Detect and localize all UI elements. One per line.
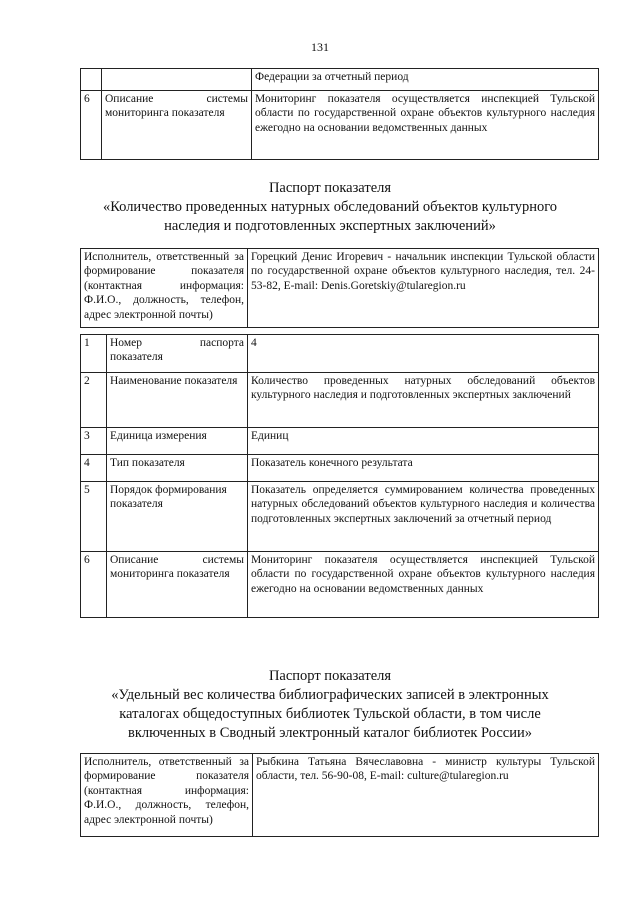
- table-row: [81, 249, 599, 328]
- row-value: Показатель определяется суммированием количества проведенных натурных обследований объектов культурного наследия и количества подготовленных экспертных заключений за отчетный период: [248, 482, 599, 552]
- row-label-line: Описание системы: [105, 93, 248, 105]
- row-label: Единица измерения: [107, 428, 248, 455]
- row-label: Порядок формирования показателя: [107, 482, 248, 552]
- executor-label: Исполнитель, ответственный за формирование показателя (контактная информация: Ф.И.О., должность, телефон, адрес электронной почты): [81, 249, 248, 328]
- row-value: 4: [248, 335, 599, 373]
- passport-subtitle-line: «Удельный вес количества библиографических записей в электронных: [111, 687, 549, 703]
- row-label: Описание системы мониторинга показателя: [107, 552, 248, 618]
- row-label-line: мониторинга показателя: [105, 107, 225, 120]
- passport-subtitle-line: включенных в Сводный электронный каталог библиотек России»: [127, 725, 533, 741]
- table-row: [81, 482, 599, 552]
- row-number: 3: [81, 428, 107, 455]
- passport-heading: Паспорт показателя: [268, 668, 392, 684]
- row-number: 1: [81, 335, 107, 373]
- passport-1-title: [60, 179, 600, 236]
- passport-2-executor-table: [80, 753, 599, 837]
- row-value: Показатель конечного результата: [248, 455, 599, 482]
- table-row: [81, 552, 599, 618]
- table-row: [81, 455, 599, 482]
- row-number: [81, 69, 102, 91]
- row-number: 2: [81, 373, 107, 428]
- passport-1-rows-table: [80, 334, 599, 618]
- row-number: 6: [81, 552, 107, 618]
- row-value: Федерации за отчетный период: [252, 69, 599, 91]
- table-row: [81, 373, 599, 428]
- row-label: Номер паспорта показателя: [107, 335, 248, 373]
- row-number: 5: [81, 482, 107, 552]
- row-label: Тип показателя: [107, 455, 248, 482]
- passport-subtitle-line: наследия и подготовленных экспертных заключений»: [164, 218, 496, 234]
- row-value: Единиц: [248, 428, 599, 455]
- passport-subtitle-line: «Количество проведенных натурных обследований объектов культурного: [102, 199, 558, 215]
- row-value: Мониторинг показателя осуществляется инспекцией Тульской области по государственной охране объектов культурного наследия ежегодно на основании ведомственных данных: [248, 552, 599, 618]
- executor-value: Горецкий Денис Игоревич - начальник инспекции Тульской области по государственной охране объектов культурного наследия, тел. 24-53-82, E-mail: Denis.Goretskiy@tularegion.ru: [248, 249, 599, 328]
- table-row: [81, 91, 599, 160]
- table-row: [81, 335, 599, 373]
- passport-subtitle-line: каталогах общедоступных библиотек Тульской области, в том числе: [119, 706, 541, 722]
- row-label: [102, 91, 252, 160]
- row-value: Мониторинг показателя осуществляется инспекцией Тульской области по государственной охране объектов культурного наследия ежегодно на основании ведомственных данных: [252, 91, 599, 160]
- top-table: [80, 68, 599, 160]
- row-value: Количество проведенных натурных обследований объектов культурного наследия и подготовленных экспертных заключений: [248, 373, 599, 428]
- row-number: 6: [81, 91, 102, 160]
- passport-1-executor-table: [80, 248, 599, 328]
- row-label: [102, 69, 252, 91]
- table-row: [81, 428, 599, 455]
- row-label: Наименование показателя: [107, 373, 248, 428]
- table-row: [81, 754, 599, 837]
- passport-2-title: [60, 667, 600, 743]
- executor-value: Рыбкина Татьяна Вячеславовна - министр культуры Тульской области, тел. 56-90-08, E-mail: culture@tularegion.ru: [253, 754, 599, 837]
- page-number: 131: [311, 40, 329, 54]
- executor-label: Исполнитель, ответственный за формирование показателя (контактная информация: Ф.И.О., должность, телефон, адрес электронной почты): [81, 754, 253, 837]
- table-row: [81, 69, 599, 91]
- passport-heading: Паспорт показателя: [268, 180, 392, 196]
- row-number: 4: [81, 455, 107, 482]
